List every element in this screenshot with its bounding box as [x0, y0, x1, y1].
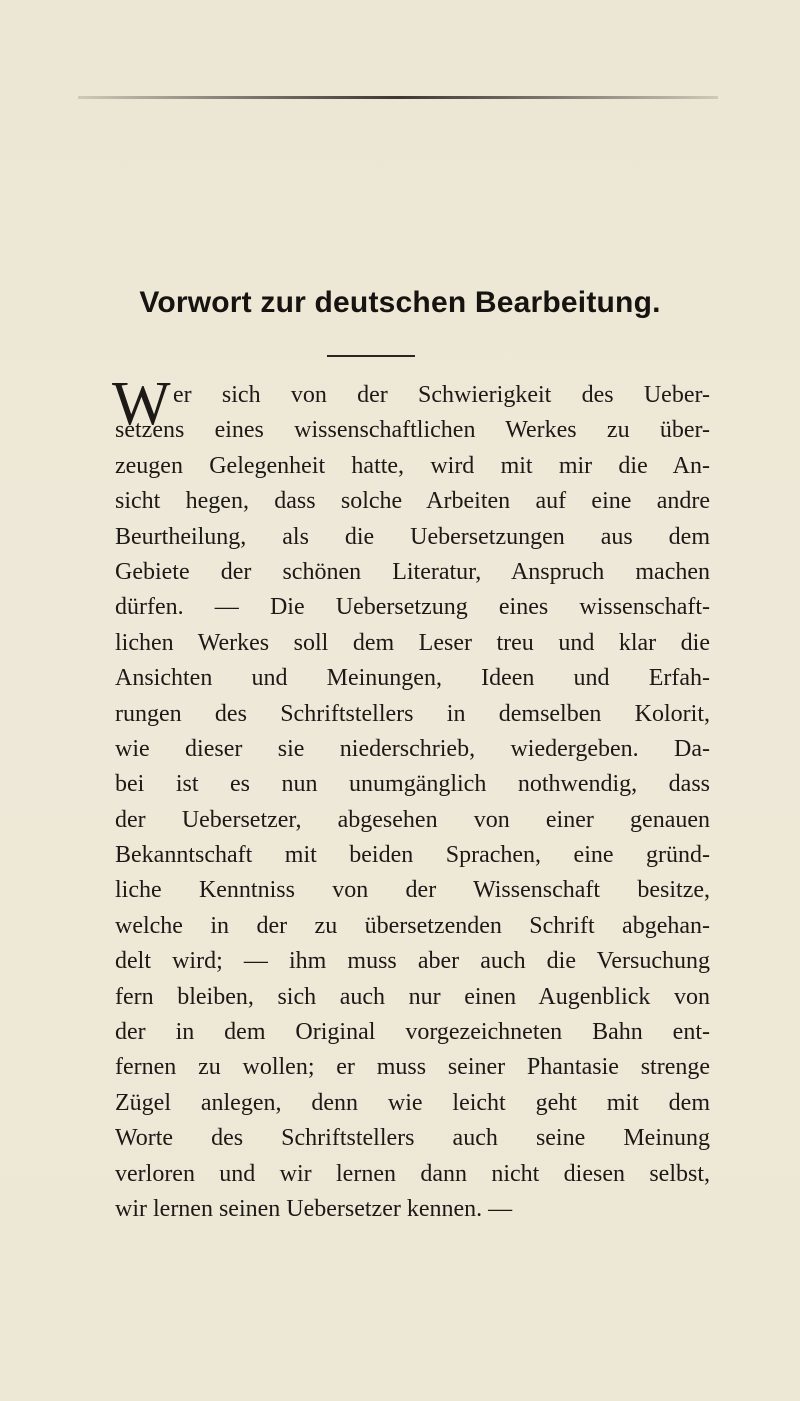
text-line: Ansichten und Meinungen, Ideen und Erfah-: [115, 665, 710, 692]
text-line: Worte des Schriftstellers auch seine Meinung: [115, 1125, 710, 1152]
text-line: dürfen. — Die Uebersetzung eines wissenschaft-: [115, 594, 710, 621]
text-line: Zügel anlegen, denn wie leicht geht mit dem: [115, 1089, 710, 1116]
text-line: Gebiete der schönen Literatur, Anspruch machen: [115, 558, 710, 585]
text-line: fernen zu wollen; er muss seiner Phantasie strenge: [115, 1054, 710, 1081]
text-line: wir lernen seinen Uebersetzer kennen. —: [115, 1195, 513, 1222]
title-divider: [327, 355, 415, 357]
text-line: liche Kenntniss von der Wissenschaft besitze,: [115, 877, 710, 904]
text-line: bei ist es nun unumgänglich nothwendig, dass: [115, 771, 710, 798]
text-line: sicht hegen, dass solche Arbeiten auf eine andre: [115, 488, 710, 515]
text-line: wie dieser sie niederschrieb, wiedergeben. Da-: [115, 735, 710, 762]
text-line: welche in der zu übersetzenden Schrift abgehan-: [115, 912, 710, 939]
page-title: Vorwort zur deutschen Bearbeitung.: [139, 286, 661, 319]
drop-cap: W: [112, 370, 171, 438]
text-line: der Uebersetzer, abgesehen von einer genauen: [115, 806, 710, 833]
text-line: zeugen Gelegenheit hatte, wird mit mir die An-: [115, 452, 710, 479]
text-line: verloren und wir lernen dann nicht diesen selbst,: [115, 1160, 710, 1187]
preface-body: [112, 370, 710, 1227]
text-line: rungen des Schriftstellers in demselben Kolorit,: [115, 700, 710, 727]
top-border-rule: [78, 96, 718, 99]
text-line: Bekanntschaft mit beiden Sprachen, eine gründ-: [115, 842, 710, 869]
text-line: Beurtheilung, als die Uebersetzungen aus dem: [115, 523, 710, 550]
text-line: der in dem Original vorgezeichneten Bahn ent-: [115, 1019, 710, 1046]
text-line: delt wird; — ihm muss aber auch die Versuchung: [115, 948, 710, 975]
text-line-content: er sich von der Schwierigkeit des Ueber-: [173, 382, 710, 408]
text-line: setzens eines wissenschaftlichen Werkes zu über-: [115, 417, 710, 444]
text-line: fern bleiben, sich auch nur einen Augenblick von: [115, 983, 710, 1010]
text-line: lichen Werkes soll dem Leser treu und klar die: [115, 629, 710, 656]
